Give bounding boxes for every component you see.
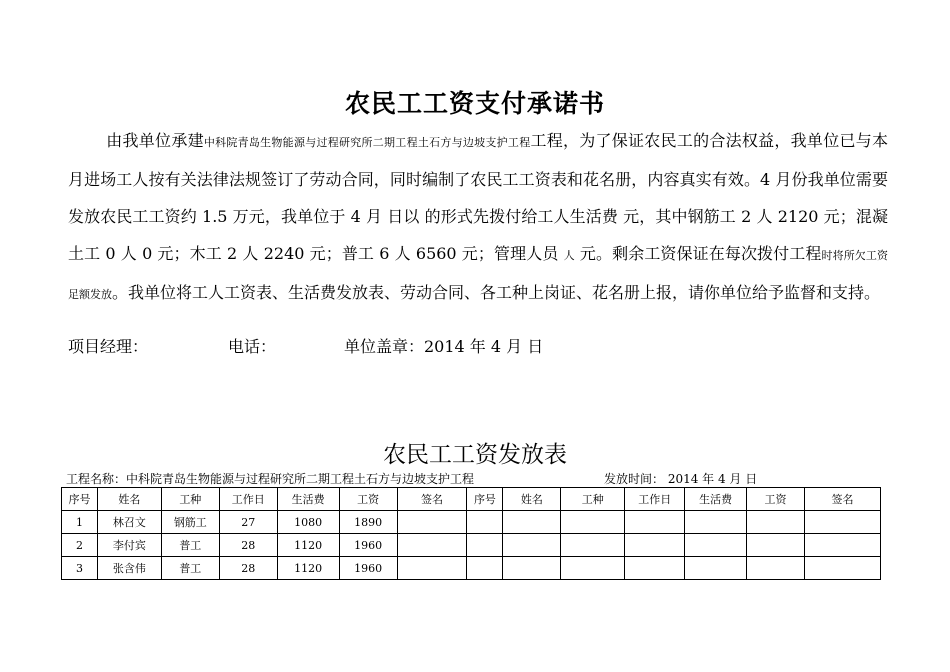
table-cell: 1	[62, 511, 98, 534]
table-row	[62, 557, 881, 580]
table-cell	[561, 557, 625, 580]
table-cell	[747, 511, 805, 534]
table-cell	[685, 511, 747, 534]
header-cell: 签名	[805, 488, 881, 511]
table-cell: 28	[219, 557, 277, 580]
arrears-text: 时将所欠工资足额发放	[68, 249, 889, 301]
signature-line	[68, 336, 543, 358]
commitment-paragraph	[68, 122, 888, 313]
table-row	[62, 534, 881, 557]
header-cell: 序号	[467, 488, 503, 511]
payroll-meta	[66, 470, 886, 486]
table-cell	[561, 534, 625, 557]
header-cell: 工作日	[219, 488, 277, 511]
header-cell: 工种	[561, 488, 625, 511]
person-unit-text: 人	[563, 249, 575, 262]
letter-title: 农民工工资支付承诺书	[344, 89, 605, 118]
table-cell: 林召文	[97, 511, 161, 534]
intro-text: 由我单位承建	[106, 131, 204, 150]
table-cell: 张含伟	[97, 557, 161, 580]
table-cell: 1960	[339, 557, 397, 580]
table-cell	[467, 557, 503, 580]
header-cell: 签名	[397, 488, 467, 511]
table-cell	[747, 557, 805, 580]
table-cell	[503, 557, 561, 580]
phone-label: 电话：	[228, 337, 277, 356]
table-cell	[805, 534, 881, 557]
payroll-title: 农民工工资发放表	[383, 442, 567, 468]
table-cell: 27	[219, 511, 277, 534]
table-cell	[625, 557, 685, 580]
table-cell	[503, 511, 561, 534]
header-cell: 姓名	[503, 488, 561, 511]
table-header-row	[62, 488, 881, 511]
table-row	[62, 511, 881, 534]
table-cell	[467, 534, 503, 557]
header-cell: 生活费	[277, 488, 339, 511]
table-cell: 普工	[161, 534, 219, 557]
table-cell	[805, 557, 881, 580]
header-cell: 序号	[62, 488, 98, 511]
project-manager-label: 项目经理：	[68, 337, 149, 356]
table-cell	[625, 534, 685, 557]
table-cell	[685, 557, 747, 580]
table-cell: 1120	[277, 534, 339, 557]
project-name-text: 中科院青岛生物能源与过程研究所二期工程土石方与边坡支护工程	[203, 136, 531, 149]
table-cell	[561, 511, 625, 534]
header-cell: 工资	[747, 488, 805, 511]
table-cell	[397, 557, 467, 580]
table-cell: 1890	[339, 511, 397, 534]
table-cell	[747, 534, 805, 557]
table-cell	[625, 511, 685, 534]
table-cell	[397, 534, 467, 557]
table-cell: 普工	[161, 557, 219, 580]
table-cell: 28	[219, 534, 277, 557]
table-cell	[467, 511, 503, 534]
header-cell: 工种	[161, 488, 219, 511]
paragraph-end-text: 。我单位将工人工资表、生活费发放表、劳动合同、各工种上岗证、花名册上报，请你单位给予监督和支持。	[112, 283, 881, 302]
header-cell: 姓名	[97, 488, 161, 511]
table-cell	[685, 534, 747, 557]
table-cell: 1120	[277, 557, 339, 580]
table-cell	[503, 534, 561, 557]
project-name-label: 工程名称：中科院青岛生物能源与过程研究所二期工程土石方与边坡支护工程	[66, 472, 475, 486]
seal-label: 单位盖章：2014 年 4 月 日	[344, 337, 544, 356]
remaining-wage-text: 元。剩余工资保证在每次拨付工程	[574, 244, 822, 263]
table-cell: 2	[62, 534, 98, 557]
table-cell: 钢筋工	[161, 511, 219, 534]
table-cell	[397, 511, 467, 534]
payment-date-label: 发放时间： 2014 年 4 月 日	[604, 472, 758, 486]
payroll-table	[61, 487, 881, 580]
table-cell: 3	[62, 557, 98, 580]
header-cell: 工作日	[625, 488, 685, 511]
header-cell: 生活费	[685, 488, 747, 511]
table-cell: 1960	[339, 534, 397, 557]
header-cell: 工资	[339, 488, 397, 511]
table-cell: 1080	[277, 511, 339, 534]
table-cell: 李付宾	[97, 534, 161, 557]
paragraph-body-text: 工程，为了保证农民工的合法权益，我单位已与本月进场工人按有关法律法规签订了劳动合同，同时编制了农民工工资表和花名册，内容真实有效。4 月份我单位需要发放农民工工资约 1.5 万元，我单位于 4 月 日以 的形式先拨付给工人生活费 元，其中钢筋工 2 人 2120 元；混凝土工 0 人 0 元；木工 2 人 2240 元；普工 6 人 6560 元；管理人员	[68, 131, 888, 263]
table-cell	[805, 511, 881, 534]
